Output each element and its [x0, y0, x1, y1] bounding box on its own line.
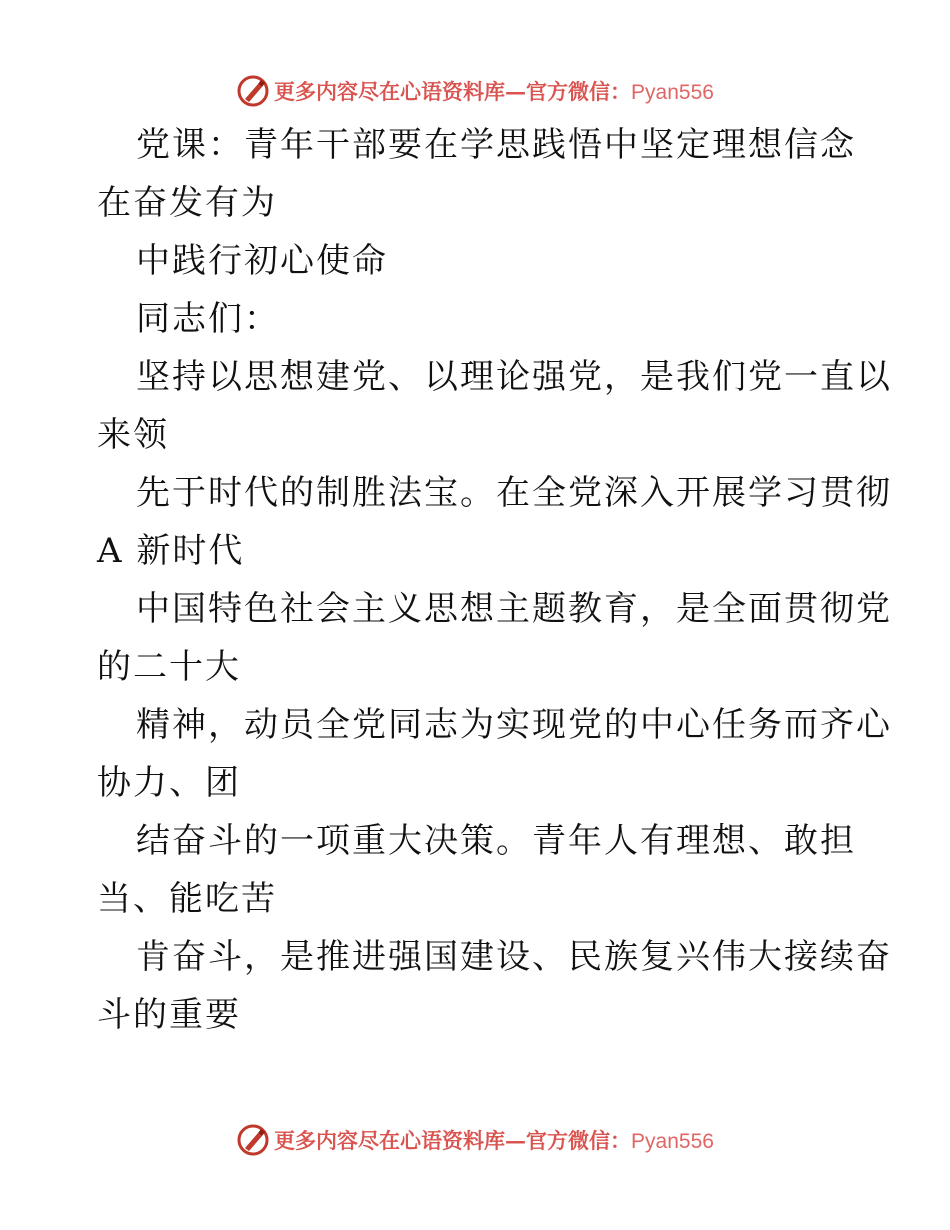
banner-handle: Pyan556 — [631, 1130, 714, 1153]
text-line: 协力、团 — [97, 763, 241, 803]
text-line: 的二十大 — [97, 647, 241, 687]
banner-label: 更多内容尽在心语资料库—官方微信： — [274, 1128, 632, 1153]
banner-label: 更多内容尽在心语资料库—官方微信： — [274, 79, 632, 104]
text-line: 在奋发有为 — [97, 183, 277, 223]
pen-logo-icon — [236, 74, 270, 108]
text-line: 结奋斗的一项重大决策。青年人有理想、敢担 — [136, 821, 856, 861]
text-line: 中国特色社会主义思想主题教育，是全面贯彻党 — [136, 589, 892, 629]
footer-watermark-banner — [0, 1120, 950, 1160]
text-line: 中践行初心使命 — [136, 241, 388, 281]
document-body — [97, 116, 892, 1044]
text-line: 当、能吃苦 — [97, 879, 277, 919]
banner-text — [274, 1125, 714, 1155]
text-line: 先于时代的制胜法宝。在全党深入开展学习贯彻 — [136, 473, 892, 513]
banner-text — [274, 76, 714, 106]
text-line: 党课：青年干部要在学思践悟中坚定理想信念 — [136, 125, 856, 165]
text-line: 斗的重要 — [97, 995, 241, 1035]
text-line: A 新时代 — [97, 531, 245, 571]
header-watermark-banner — [0, 71, 950, 111]
text-line: 精神，动员全党同志为实现党的中心任务而齐心 — [136, 705, 892, 745]
banner-handle: Pyan556 — [631, 81, 714, 104]
text-line: 坚持以思想建党、以理论强党，是我们党一直以 — [136, 357, 892, 397]
text-line: 肯奋斗，是推进强国建设、民族复兴伟大接续奋 — [136, 937, 892, 977]
pen-logo-icon — [236, 1123, 270, 1157]
salutation: 同志们： — [136, 299, 280, 339]
text-line: 来领 — [97, 415, 169, 455]
